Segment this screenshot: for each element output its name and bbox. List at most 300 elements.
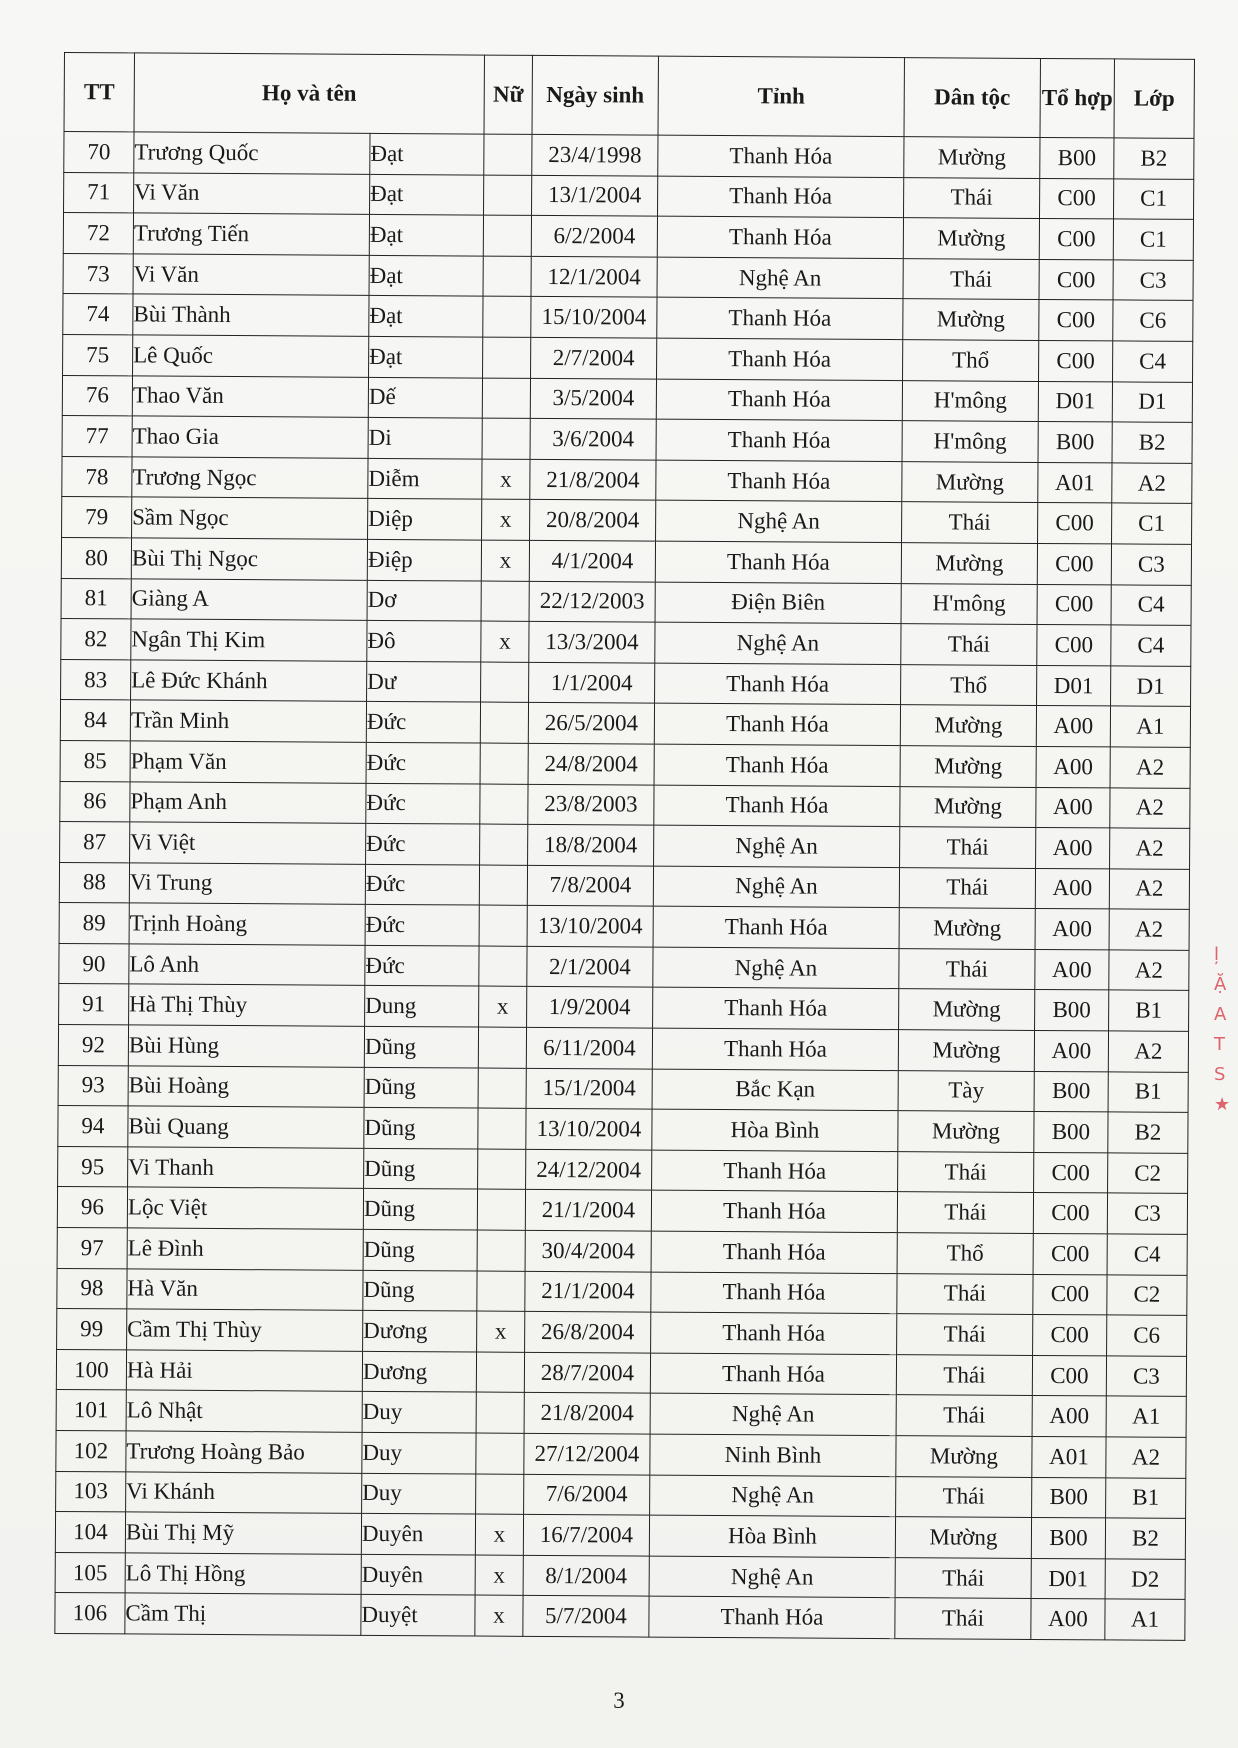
cell-female — [480, 824, 528, 865]
table-row — [55, 1552, 1185, 1599]
table-row — [58, 1065, 1188, 1112]
cell-province: Thanh Hóa — [657, 338, 903, 380]
cell-combo: C00 — [1037, 584, 1111, 625]
cell-ethnicity: Thái — [901, 624, 1037, 665]
cell-dob: 6/11/2004 — [526, 1027, 652, 1068]
cell-class: A2 — [1110, 828, 1190, 869]
cell-province: Nghệ An — [653, 866, 899, 908]
cell-combo: C00 — [1033, 1315, 1107, 1356]
cell-province: Thanh Hóa — [656, 419, 902, 461]
cell-female: x — [479, 987, 527, 1028]
header-class: Lớp — [1114, 59, 1194, 138]
cell-ethnicity: Mường — [895, 1517, 1031, 1558]
cell-combo: A01 — [1032, 1436, 1106, 1477]
page-number: 3 — [613, 1688, 625, 1713]
cell-class: C4 — [1111, 584, 1191, 625]
cell-combo: B00 — [1034, 1112, 1108, 1153]
cell-ethnicity: Mường — [900, 746, 1036, 787]
cell-tt: 101 — [56, 1390, 126, 1431]
cell-dob: 20/8/2004 — [530, 500, 656, 541]
cell-female — [482, 378, 530, 419]
cell-province: Thanh Hóa — [653, 988, 899, 1030]
cell-dob: 7/6/2004 — [524, 1474, 650, 1515]
cell-class: C3 — [1107, 1193, 1187, 1234]
cell-province: Thanh Hóa — [651, 1231, 897, 1273]
cell-class: C1 — [1112, 503, 1192, 544]
cell-female — [476, 1433, 524, 1474]
cell-tt: 86 — [60, 781, 130, 822]
cell-last-name: Lô Anh — [129, 944, 365, 986]
cell-tt: 91 — [59, 984, 129, 1025]
table-row — [57, 1268, 1187, 1315]
table-row — [63, 334, 1193, 381]
cell-dob: 7/8/2004 — [527, 865, 653, 906]
cell-dob: 5/7/2004 — [523, 1596, 649, 1637]
cell-tt: 71 — [64, 172, 134, 213]
header-ethnicity: Dân tộc — [904, 58, 1040, 138]
cell-female — [479, 865, 527, 906]
cell-last-name: Sầm Ngọc — [132, 497, 368, 539]
cell-female: x — [475, 1555, 523, 1596]
cell-ethnicity: Mường — [898, 1111, 1034, 1152]
table-row — [60, 781, 1190, 828]
cell-first-name: Dương — [363, 1311, 477, 1352]
cell-combo: A01 — [1038, 462, 1112, 503]
cell-last-name: Hà Hải — [126, 1350, 362, 1392]
cell-last-name: Trần Minh — [130, 700, 366, 742]
cell-first-name: Duyệt — [361, 1595, 475, 1636]
cell-combo: A00 — [1034, 1031, 1108, 1072]
cell-first-name: Dũng — [364, 1026, 478, 1067]
cell-combo: C00 — [1037, 625, 1111, 666]
table-row — [59, 903, 1189, 950]
cell-female — [478, 1068, 526, 1109]
cell-first-name: Đạt — [369, 336, 483, 377]
cell-last-name: Lộc Việt — [127, 1187, 363, 1229]
cell-combo: B00 — [1031, 1518, 1105, 1559]
cell-combo: B00 — [1034, 1071, 1108, 1112]
cell-combo: A00 — [1032, 1396, 1106, 1437]
cell-tt: 88 — [59, 862, 129, 903]
cell-class: A1 — [1105, 1599, 1185, 1640]
cell-dob: 18/8/2004 — [528, 824, 654, 865]
cell-female — [481, 662, 529, 703]
cell-combo: C00 — [1033, 1274, 1107, 1315]
cell-ethnicity: Thái — [900, 827, 1036, 868]
cell-province: Thanh Hóa — [658, 135, 904, 177]
cell-tt: 81 — [61, 578, 131, 619]
cell-dob: 1/9/2004 — [527, 987, 653, 1028]
cell-combo: B00 — [1032, 1477, 1106, 1518]
cell-last-name: Vi Việt — [130, 822, 366, 864]
cell-last-name: Hà Văn — [127, 1269, 363, 1311]
cell-last-name: Lô Thị Hồng — [125, 1553, 361, 1595]
table-row — [59, 862, 1189, 909]
cell-tt: 87 — [60, 822, 130, 863]
table-row — [63, 294, 1193, 341]
cell-last-name: Vi Thanh — [128, 1147, 364, 1189]
cell-ethnicity: Thái — [897, 1273, 1033, 1314]
cell-province: Nghệ An — [650, 1475, 896, 1517]
cell-province: Nghệ An — [649, 1556, 895, 1598]
cell-first-name: Đạt — [369, 215, 483, 256]
cell-ethnicity: Thái — [899, 948, 1035, 989]
cell-female — [477, 1230, 525, 1271]
cell-combo: C00 — [1033, 1193, 1107, 1234]
cell-province: Hòa Bình — [652, 1109, 898, 1151]
cell-class: C3 — [1111, 544, 1191, 585]
cell-tt: 95 — [58, 1146, 128, 1187]
table-header-row — [64, 53, 1194, 139]
cell-class: D1 — [1111, 666, 1191, 707]
cell-province: Thanh Hóa — [651, 1312, 897, 1354]
cell-tt: 82 — [61, 619, 131, 660]
cell-last-name: Bùi Thành — [133, 294, 369, 336]
cell-combo: C00 — [1040, 178, 1114, 219]
cell-ethnicity: Mường — [903, 218, 1039, 259]
cell-first-name: Đô — [367, 620, 481, 661]
cell-combo: A00 — [1035, 909, 1109, 950]
cell-tt: 77 — [62, 416, 132, 457]
cell-tt: 83 — [61, 659, 131, 700]
cell-female — [479, 905, 527, 946]
cell-last-name: Trương Ngọc — [132, 457, 368, 499]
table-row — [57, 1187, 1187, 1234]
cell-ethnicity: Thái — [895, 1598, 1031, 1639]
cell-last-name: Trịnh Hoàng — [129, 903, 365, 945]
cell-ethnicity: Mường — [902, 461, 1038, 502]
cell-dob: 22/12/2003 — [529, 581, 655, 622]
cell-first-name: Đức — [366, 702, 480, 743]
cell-first-name: Diễm — [368, 458, 482, 499]
cell-combo: A00 — [1035, 868, 1109, 909]
cell-province: Thanh Hóa — [656, 379, 902, 421]
cell-class: C3 — [1113, 260, 1193, 301]
cell-class: C6 — [1107, 1315, 1187, 1356]
cell-ethnicity: Thái — [899, 867, 1035, 908]
cell-first-name: Điệp — [367, 539, 481, 580]
cell-class: C2 — [1108, 1153, 1188, 1194]
cell-combo: C00 — [1038, 503, 1112, 544]
table-row — [61, 619, 1191, 666]
cell-class: A2 — [1109, 909, 1189, 950]
cell-province: Ninh Bình — [650, 1434, 896, 1476]
cell-dob: 13/10/2004 — [527, 906, 653, 947]
cell-dob: 21/8/2004 — [530, 459, 656, 500]
cell-dob: 21/1/2004 — [525, 1190, 651, 1231]
table-row — [58, 1106, 1188, 1153]
cell-female — [480, 743, 528, 784]
cell-dob: 30/4/2004 — [525, 1230, 651, 1271]
cell-last-name: Hà Thị Thùy — [129, 984, 365, 1026]
cell-first-name: Dư — [367, 661, 481, 702]
cell-class: B1 — [1106, 1477, 1186, 1518]
cell-province: Thanh Hóa — [650, 1353, 896, 1395]
cell-ethnicity: Thái — [898, 1151, 1034, 1192]
cell-class: A2 — [1109, 950, 1189, 991]
header-province: Tỉnh — [658, 56, 904, 137]
cell-female — [483, 256, 531, 297]
cell-province: Thanh Hóa — [651, 1191, 897, 1233]
cell-dob: 23/8/2003 — [528, 784, 654, 825]
cell-female — [476, 1474, 524, 1515]
cell-tt: 104 — [55, 1512, 125, 1553]
cell-ethnicity: Mường — [904, 137, 1040, 178]
cell-province: Thanh Hóa — [654, 703, 900, 745]
cell-class: C2 — [1107, 1275, 1187, 1316]
table-row — [61, 659, 1191, 706]
cell-female — [478, 1027, 526, 1068]
cell-female — [478, 1108, 526, 1149]
cell-ethnicity: Mường — [900, 705, 1036, 746]
cell-female — [477, 1189, 525, 1230]
cell-class: C1 — [1113, 219, 1193, 260]
cell-ethnicity: Thái — [904, 177, 1040, 218]
cell-ethnicity: Mường — [901, 543, 1037, 584]
cell-class: B2 — [1108, 1112, 1188, 1153]
cell-tt: 80 — [61, 537, 131, 578]
cell-last-name: Cầm Thị — [125, 1593, 361, 1635]
cell-tt: 103 — [56, 1471, 126, 1512]
cell-ethnicity: Mường — [903, 299, 1039, 340]
table-row — [59, 943, 1189, 990]
table-row — [62, 497, 1192, 544]
cell-class: A2 — [1108, 1031, 1188, 1072]
cell-ethnicity: H'mông — [901, 583, 1037, 624]
cell-last-name: Giàng A — [131, 578, 367, 620]
cell-tt: 85 — [60, 740, 130, 781]
cell-first-name: Dơ — [367, 580, 481, 621]
cell-combo: C00 — [1037, 543, 1111, 584]
cell-dob: 13/3/2004 — [529, 621, 655, 662]
cell-first-name: Dương — [362, 1351, 476, 1392]
cell-female — [483, 296, 531, 337]
cell-last-name: Vi Văn — [134, 173, 370, 215]
cell-female — [483, 337, 531, 378]
cell-tt: 79 — [62, 497, 132, 538]
cell-first-name: Dũng — [364, 1108, 478, 1149]
cell-female — [477, 1271, 525, 1312]
table-row — [59, 984, 1189, 1031]
cell-class: A1 — [1106, 1396, 1186, 1437]
cell-dob: 23/4/1998 — [532, 134, 658, 175]
cell-class: C6 — [1113, 300, 1193, 341]
cell-province: Thanh Hóa — [658, 176, 904, 218]
cell-female — [484, 175, 532, 216]
cell-first-name: Duy — [362, 1473, 476, 1514]
header-tt: TT — [64, 53, 134, 132]
cell-first-name: Đức — [366, 783, 480, 824]
header-combo: Tổ hợp — [1040, 58, 1114, 137]
cell-tt: 98 — [57, 1268, 127, 1309]
cell-last-name: Bùi Hoàng — [128, 1066, 364, 1108]
table-row — [63, 213, 1193, 260]
cell-female — [482, 418, 530, 459]
cell-first-name: Đạt — [370, 174, 484, 215]
cell-last-name: Bùi Thị Ngọc — [131, 538, 367, 580]
cell-female — [480, 784, 528, 825]
cell-combo: A00 — [1035, 949, 1109, 990]
cell-class: A2 — [1109, 869, 1189, 910]
header-female: Nữ — [484, 55, 532, 134]
cell-tt: 96 — [57, 1187, 127, 1228]
table-row — [55, 1512, 1185, 1559]
cell-dob: 2/7/2004 — [531, 337, 657, 378]
cell-female — [481, 581, 529, 622]
cell-ethnicity: Mường — [899, 989, 1035, 1030]
cell-ethnicity: Thái — [896, 1395, 1032, 1436]
cell-combo: C00 — [1039, 300, 1113, 341]
table-row — [60, 740, 1190, 787]
cell-combo: C00 — [1039, 259, 1113, 300]
cell-dob: 16/7/2004 — [523, 1515, 649, 1556]
cell-last-name: Ngân Thị Kim — [131, 619, 367, 661]
cell-dob: 6/2/2004 — [531, 216, 657, 257]
cell-combo: B00 — [1035, 990, 1109, 1031]
cell-tt: 78 — [62, 456, 132, 497]
table-row — [58, 1025, 1188, 1072]
cell-female: x — [475, 1514, 523, 1555]
cell-female: x — [481, 540, 529, 581]
cell-province: Thanh Hóa — [649, 1596, 895, 1638]
cell-ethnicity: Thổ — [897, 1233, 1033, 1274]
cell-last-name: Cầm Thị Thùy — [127, 1309, 363, 1351]
table-row — [60, 822, 1190, 869]
cell-first-name: Đức — [365, 864, 479, 905]
cell-first-name: Dũng — [364, 1148, 478, 1189]
cell-dob: 3/6/2004 — [530, 419, 656, 460]
cell-first-name: Duy — [362, 1432, 476, 1473]
cell-combo: C00 — [1039, 340, 1113, 381]
cell-tt: 93 — [58, 1065, 128, 1106]
cell-class: D1 — [1112, 381, 1192, 422]
cell-province: Nghệ An — [656, 500, 902, 542]
cell-province: Nghệ An — [655, 622, 901, 664]
cell-province: Nghệ An — [650, 1394, 896, 1436]
cell-dob: 13/10/2004 — [526, 1109, 652, 1150]
cell-first-name: Dũng — [363, 1229, 477, 1270]
cell-dob: 1/1/2004 — [529, 662, 655, 703]
table-row — [64, 172, 1194, 219]
cell-province: Thanh Hóa — [651, 1272, 897, 1314]
cell-ethnicity: Thái — [896, 1476, 1032, 1517]
cell-class: C3 — [1106, 1356, 1186, 1397]
cell-tt: 105 — [55, 1552, 125, 1593]
table-row — [64, 132, 1194, 179]
cell-combo: B00 — [1038, 422, 1112, 463]
cell-ethnicity: Mường — [898, 1030, 1034, 1071]
cell-first-name: Di — [368, 418, 482, 459]
cell-tt: 74 — [63, 294, 133, 335]
cell-ethnicity: Mường — [899, 908, 1035, 949]
cell-dob: 21/1/2004 — [525, 1271, 651, 1312]
cell-ethnicity: Thái — [896, 1354, 1032, 1395]
cell-last-name: Vi Khánh — [126, 1471, 362, 1513]
cell-class: D2 — [1105, 1559, 1185, 1600]
red-stamp-fragment: ļ Ặ A T S ★ — [1214, 944, 1231, 1115]
table-row — [55, 1593, 1185, 1640]
cell-last-name: Lê Đình — [127, 1228, 363, 1270]
table-row — [62, 416, 1192, 463]
cell-class: B2 — [1112, 422, 1192, 463]
table-row — [62, 375, 1192, 422]
cell-first-name: Dũng — [364, 1067, 478, 1108]
cell-tt: 102 — [56, 1430, 126, 1471]
table-row — [57, 1228, 1187, 1275]
cell-dob: 8/1/2004 — [523, 1555, 649, 1596]
cell-first-name: Đức — [366, 742, 480, 783]
cell-last-name: Trương Quốc — [134, 132, 370, 174]
cell-combo: C00 — [1039, 219, 1113, 260]
cell-ethnicity: Mường — [896, 1436, 1032, 1477]
cell-first-name: Diệp — [368, 499, 482, 540]
cell-class: B2 — [1114, 138, 1194, 179]
cell-last-name: Bùi Thị Mỹ — [125, 1512, 361, 1554]
cell-ethnicity: Thái — [897, 1314, 1033, 1355]
cell-province: Bắc Kạn — [652, 1069, 898, 1111]
cell-class: A2 — [1110, 787, 1190, 828]
cell-province: Nghệ An — [653, 947, 899, 989]
table-row — [57, 1309, 1187, 1356]
cell-ethnicity: Thái — [902, 502, 1038, 543]
cell-female — [484, 134, 532, 175]
cell-ethnicity: Thổ — [903, 340, 1039, 381]
cell-last-name: Lê Quốc — [133, 335, 369, 377]
cell-dob: 24/8/2004 — [528, 743, 654, 784]
cell-province: Điện Biên — [655, 582, 901, 624]
cell-combo: C00 — [1034, 1152, 1108, 1193]
table-row — [56, 1349, 1186, 1396]
cell-combo: A00 — [1036, 746, 1110, 787]
cell-class: B1 — [1108, 1072, 1188, 1113]
cell-first-name: Dũng — [363, 1270, 477, 1311]
cell-dob: 24/12/2004 — [526, 1149, 652, 1190]
cell-last-name: Lê Đức Khánh — [131, 660, 367, 702]
cell-class: A2 — [1106, 1437, 1186, 1478]
cell-female — [476, 1352, 524, 1393]
cell-last-name: Bùi Quang — [128, 1106, 364, 1148]
cell-dob: 13/1/2004 — [532, 175, 658, 216]
cell-last-name: Thao Gia — [132, 416, 368, 458]
table-row — [61, 537, 1191, 584]
cell-last-name: Vi Trung — [129, 863, 365, 905]
cell-province: Nghệ An — [654, 825, 900, 867]
cell-dob: 12/1/2004 — [531, 256, 657, 297]
cell-dob: 28/7/2004 — [524, 1352, 650, 1393]
cell-province: Thanh Hóa — [657, 216, 903, 258]
cell-last-name: Lô Nhật — [126, 1390, 362, 1432]
cell-tt: 100 — [56, 1349, 126, 1390]
cell-combo: A00 — [1036, 787, 1110, 828]
cell-combo: C00 — [1032, 1355, 1106, 1396]
student-roster-table — [54, 52, 1195, 1641]
cell-province: Thanh Hóa — [652, 1150, 898, 1192]
cell-class: A2 — [1110, 747, 1190, 788]
cell-dob: 21/8/2004 — [524, 1393, 650, 1434]
header-name: Họ và tên — [134, 53, 484, 134]
cell-first-name: Đức — [366, 823, 480, 864]
cell-tt: 106 — [55, 1593, 125, 1634]
cell-combo: B00 — [1040, 137, 1114, 178]
cell-province: Hòa Bình — [649, 1515, 895, 1557]
cell-ethnicity: Thái — [897, 1192, 1033, 1233]
cell-combo: D01 — [1031, 1558, 1105, 1599]
cell-dob: 26/8/2004 — [525, 1312, 651, 1353]
table-row — [60, 700, 1190, 747]
cell-first-name: Đức — [365, 945, 479, 986]
cell-dob: 2/1/2004 — [527, 946, 653, 987]
cell-female — [480, 702, 528, 743]
